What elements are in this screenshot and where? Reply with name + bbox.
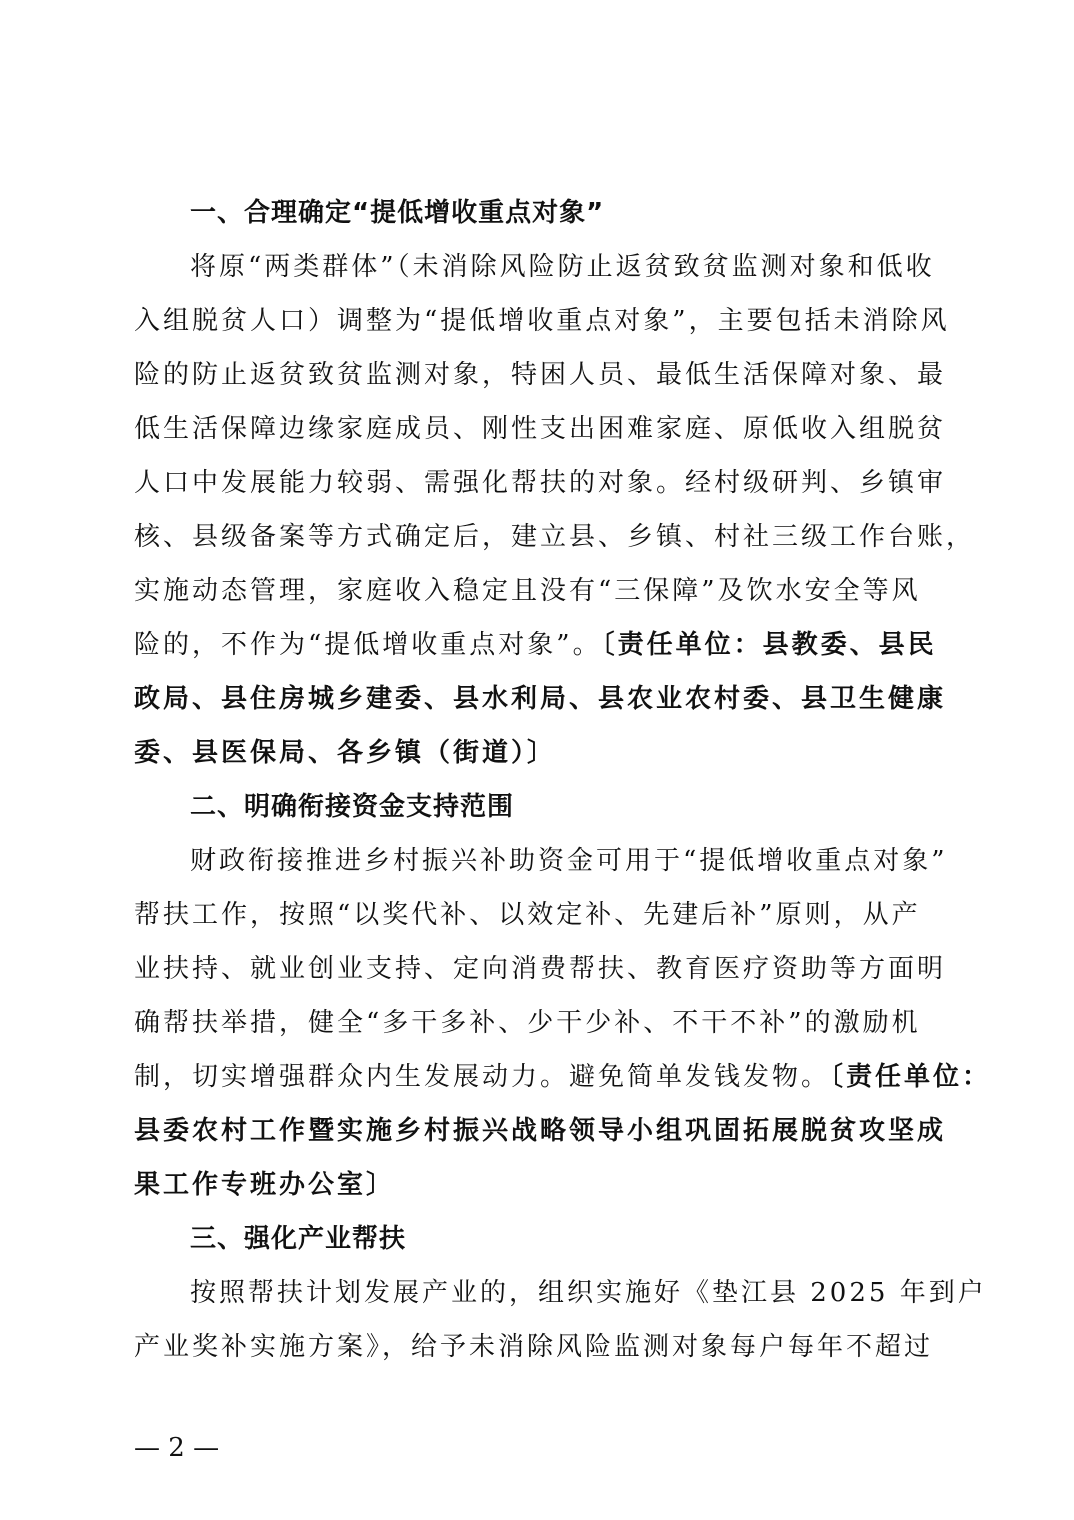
responsibility-line: 政局、县住房城乡建委、县水利局、县农业农村委、县卫生健康: [134, 684, 947, 714]
paragraph-line: 低生活保障边缘家庭成员、刚性支出困难家庭、原低收入组脱贫: [134, 414, 947, 444]
section-2-paragraph: [134, 834, 992, 1212]
paragraph-text: 制，切实增强群众内生发展动力。避免简单发钱发物。: [134, 1062, 831, 1092]
paragraph-line: 财政衔接推进乡村振兴补助资金可用于“提低增收重点对象”: [190, 846, 948, 876]
paragraph-line: 入组脱贫人口）调整为“提低增收重点对象”，主要包括未消除风: [134, 306, 950, 336]
responsibility-line: 县委农村工作暨实施乡村振兴战略领导小组巩固拓展脱贫攻坚成: [134, 1116, 947, 1146]
paragraph-line: 确帮扶举措，健全“多干多补、少干少补、不干不补”的激励机: [134, 1008, 921, 1038]
paragraph-line: 产业奖补实施方案》，给予未消除风险监测对象每户每年不超过: [134, 1332, 934, 1362]
section-heading-3: 三、强化产业帮扶: [190, 1224, 407, 1254]
paragraph-line: 帮扶工作，按照“以奖代补、以效定补、先建后补”原则，从产: [134, 900, 921, 930]
paragraph-text: 险的，不作为“提低增收重点对象”。: [134, 630, 602, 660]
page-number: — 2 —: [134, 1433, 220, 1463]
paragraph-line: 险的防止返贫致贫监测对象，特困人员、最低生活保障对象、最: [134, 360, 947, 390]
responsibility-note: 〔责任单位：县教委、县民: [601, 630, 937, 660]
paragraph-line: 按照帮扶计划发展产业的，组织实施好《垫江县 2025 年到户: [190, 1278, 987, 1308]
responsibility-line: 委、县医保局、各乡镇（街道）〕: [134, 738, 557, 768]
responsibility-note: 〔责任单位：: [830, 1062, 992, 1092]
paragraph-line: 业扶持、就业创业支持、定向消费帮扶、教育医疗资助等方面明: [134, 954, 947, 984]
responsibility-line: 果工作专班办公室〕: [134, 1170, 396, 1200]
section-3-paragraph: [134, 1266, 987, 1374]
section-heading-1: 一、合理确定“提低增收重点对象”: [190, 198, 605, 228]
section-1-paragraph: [134, 240, 976, 780]
paragraph-line: 人口中发展能力较弱、需强化帮扶的对象。经村级研判、乡镇审: [134, 468, 947, 498]
paragraph-line: [134, 618, 946, 672]
paragraph-line: 核、县级备案等方式确定后，建立县、乡镇、村社三级工作台账，: [134, 522, 976, 552]
document-body: [134, 186, 992, 1374]
paragraph-line: [134, 1050, 992, 1104]
paragraph-line: 将原“两类群体”（未消除风险防止返贫致贫监测对象和低收: [190, 252, 935, 282]
section-heading-2: 二、明确衔接资金支持范围: [190, 792, 515, 822]
paragraph-line: 实施动态管理，家庭收入稳定且没有“三保障”及饮水安全等风: [134, 576, 921, 606]
